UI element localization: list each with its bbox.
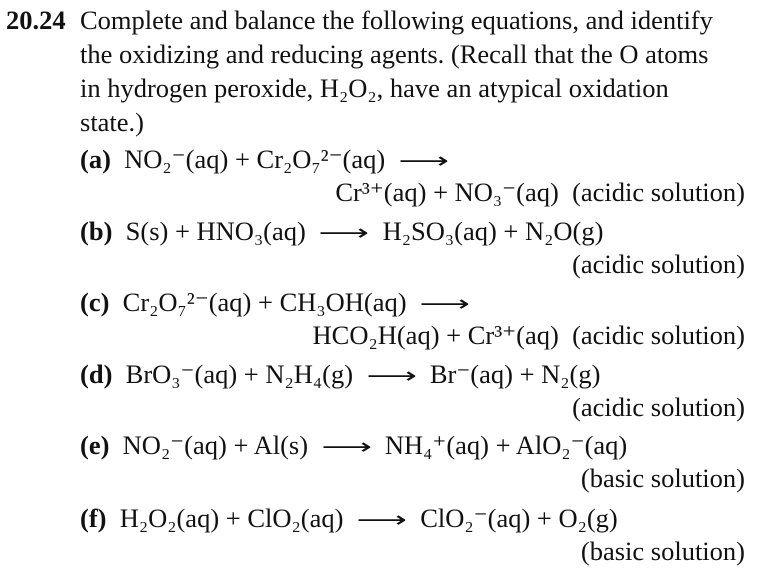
intro-line-1: Complete and balance the following equations, and identify [80, 5, 713, 35]
part-c-reaction [80, 286, 477, 321]
part-a-reaction [80, 143, 455, 178]
part-f-reaction [80, 502, 618, 537]
part-b-condition: (acidic solution) [572, 249, 745, 279]
part-a-reactants: NO₂⁻(aq) + Cr₂O₇²⁻(aq) [124, 144, 386, 174]
part-f-label: (f) [80, 503, 107, 533]
reaction-arrow-icon: ⟶ [398, 149, 449, 174]
part-e-condition: (basic solution) [580, 463, 745, 493]
part-d-condition: (acidic solution) [572, 392, 745, 422]
part-c-products-line [313, 319, 745, 351]
reaction-arrow-icon: ⟶ [366, 364, 417, 389]
part-e-products: NH₄⁺(aq) + AlO₂⁻(aq) [384, 430, 628, 460]
intro-line-2: the oxidizing and reducing agents. (Recall that the O atoms [80, 39, 709, 69]
problem-number: 20.24 [6, 5, 66, 35]
part-a-label: (a) [80, 144, 111, 174]
part-e-reaction [80, 429, 627, 464]
part-f-reactants: H₂O₂(aq) + ClO₂(aq) [119, 503, 344, 533]
part-c-label: (c) [80, 287, 110, 317]
part-b-label: (b) [80, 216, 113, 246]
intro-line-4: state.) [80, 107, 145, 137]
part-c-products: HCO₂H(aq) + Cr³⁺(aq) [312, 320, 559, 350]
part-e-label: (e) [80, 430, 110, 460]
part-d-products: Br⁻(aq) + N₂(g) [429, 359, 601, 389]
reaction-arrow-icon: ⟶ [419, 292, 471, 317]
part-c-condition: (acidic solution) [572, 320, 745, 350]
part-d-reaction [80, 358, 600, 393]
part-e-reactants: NO₂⁻(aq) + Al(s) [122, 430, 309, 460]
part-b-reactants: S(s) + HNO₃(aq) [125, 216, 306, 246]
part-a-products-line [335, 176, 745, 208]
reaction-arrow-icon: ⟶ [321, 435, 372, 460]
reaction-arrow-icon: ⟶ [319, 221, 370, 246]
part-f-condition: (basic solution) [580, 536, 745, 566]
part-a-condition: (acidic solution) [572, 177, 745, 207]
part-b-reaction [80, 215, 603, 250]
part-d-reactants: BrO₃⁻(aq) + N₂H₄(g) [125, 359, 354, 389]
reaction-arrow-icon: ⟶ [356, 508, 408, 533]
part-b-products: H₂SO₃(aq) + N₂O(g) [382, 216, 604, 246]
part-d-label: (d) [80, 359, 113, 389]
part-a-products: Cr³⁺(aq) + NO₃⁻(aq) [335, 177, 559, 207]
part-c-reactants: Cr₂O₇²⁻(aq) + CH₃OH(aq) [122, 287, 407, 317]
part-f-products: ClO₂⁻(aq) + O₂(g) [420, 503, 618, 533]
intro-line-3: in hydrogen peroxide, H₂O₂, have an atypical oxidation [80, 73, 669, 103]
